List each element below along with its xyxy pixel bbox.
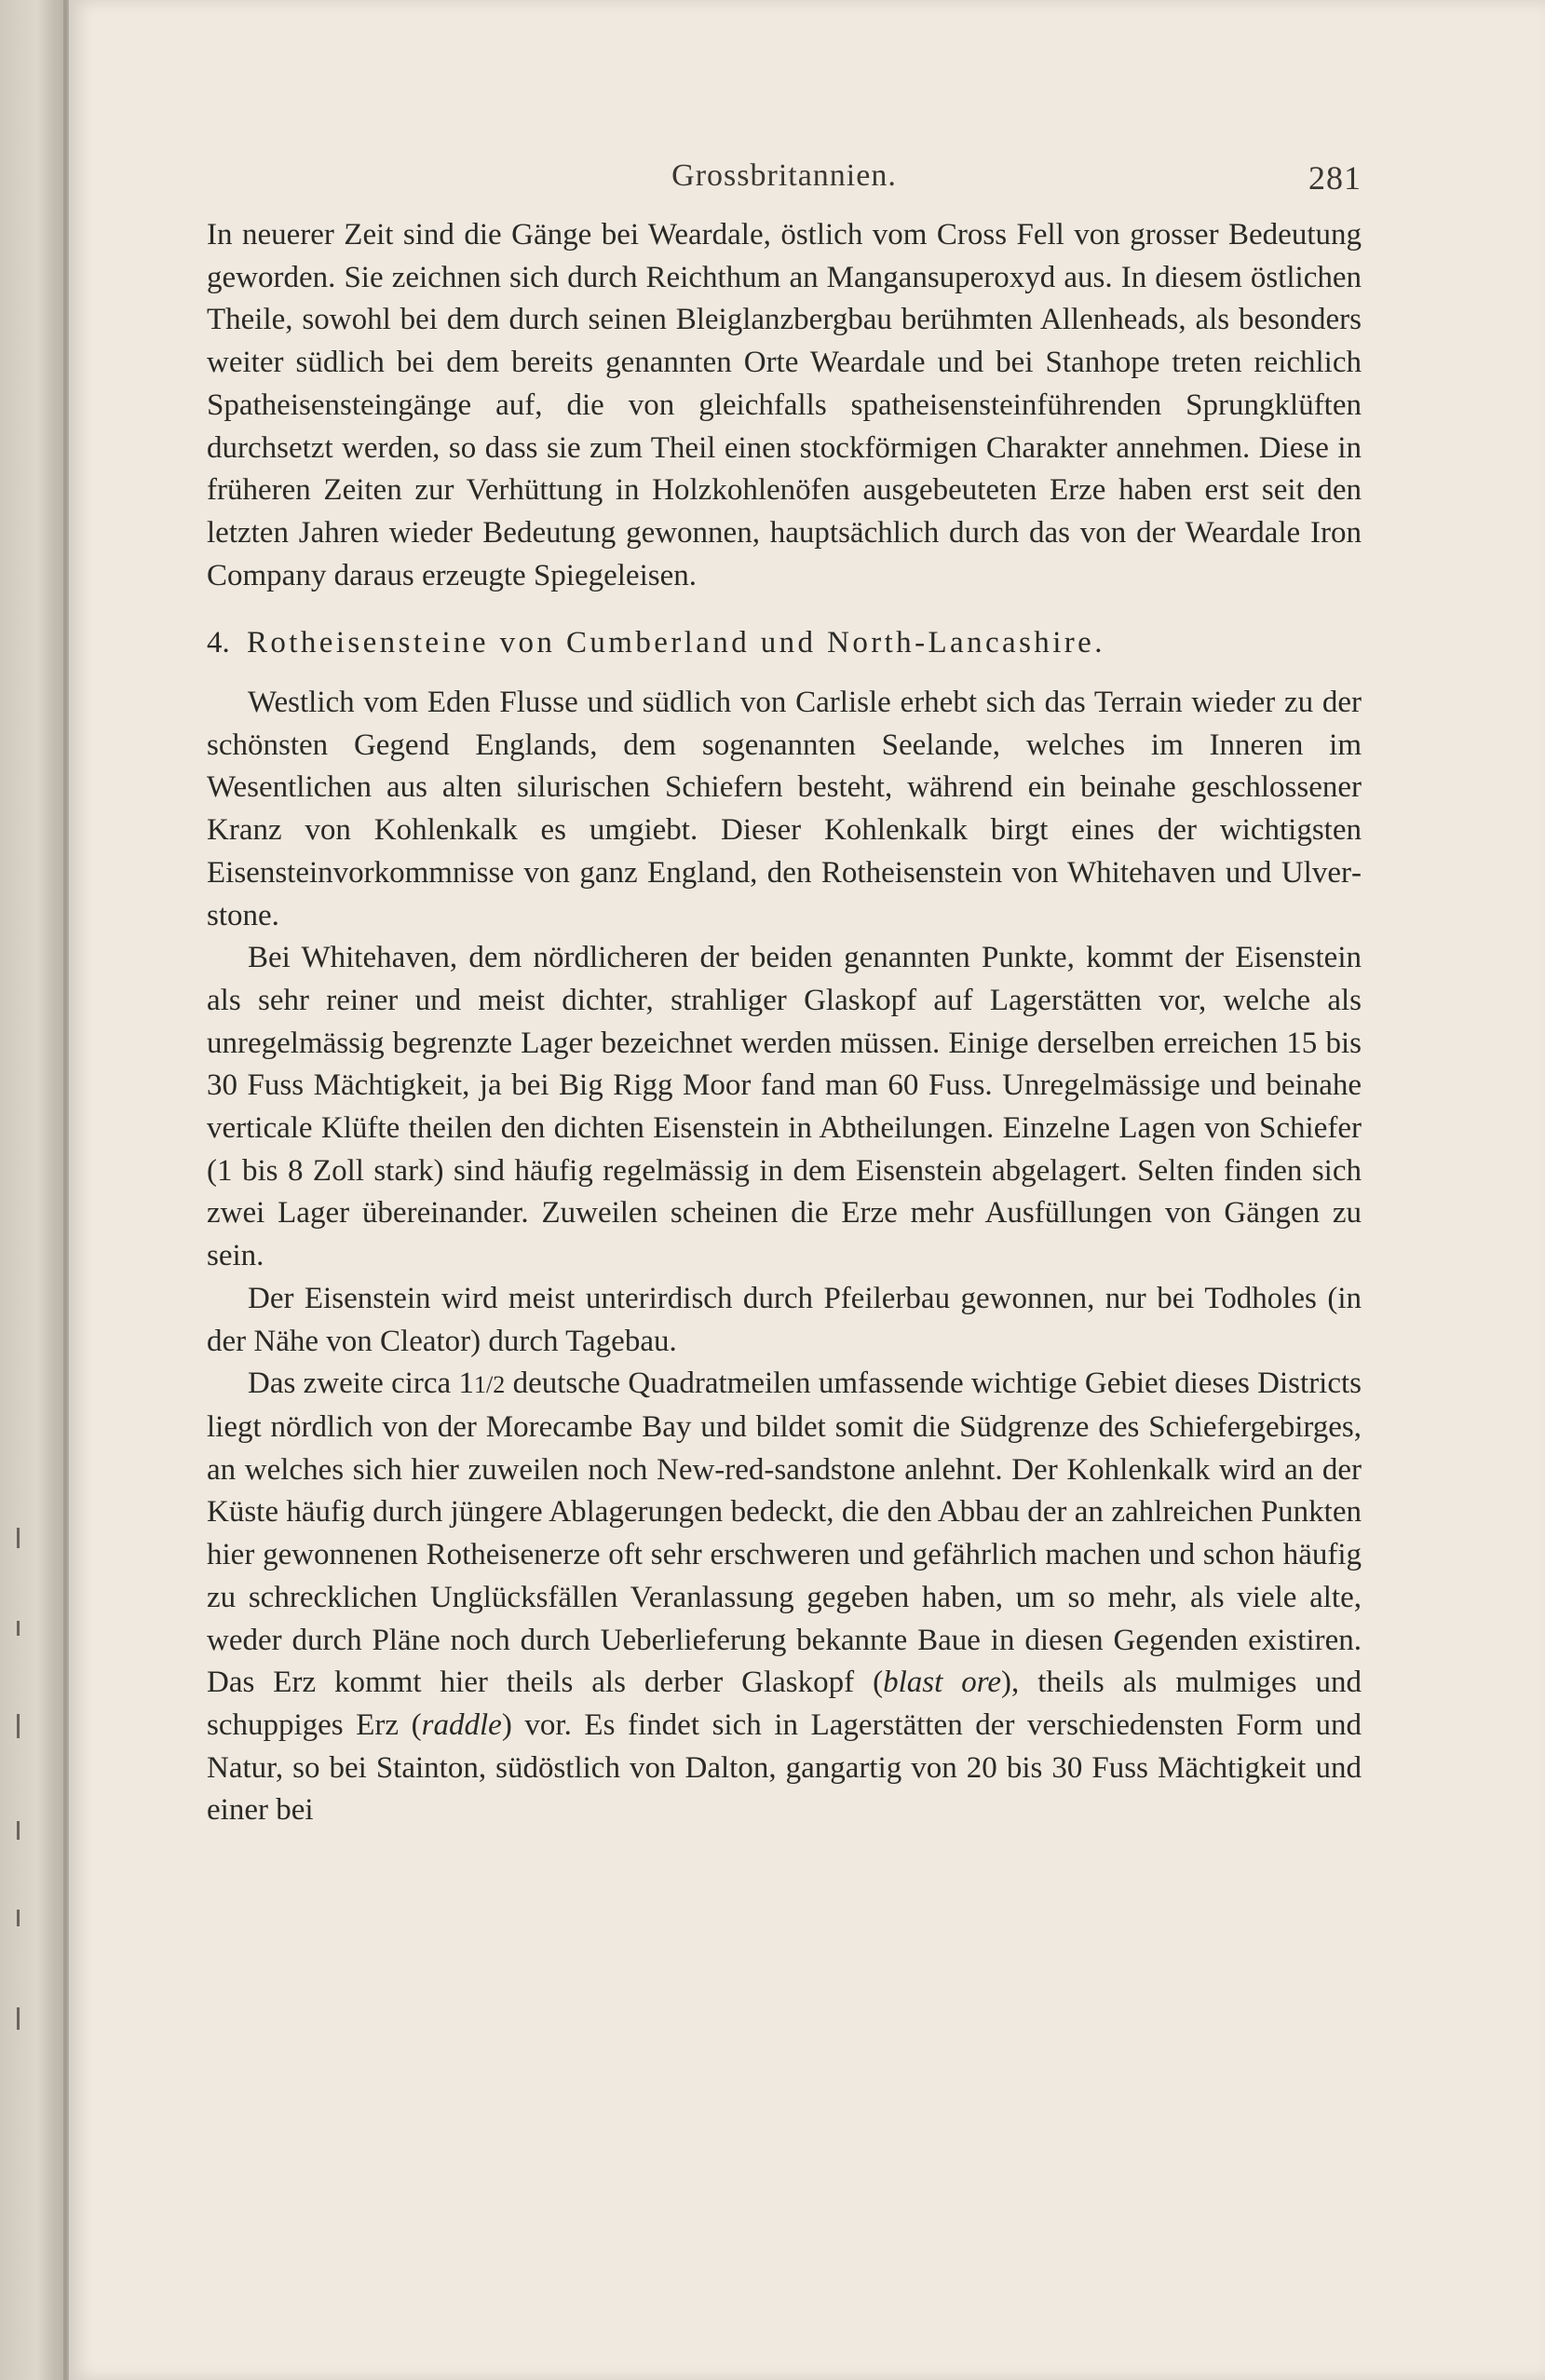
paragraph: In neuerer Zeit sind die Gänge bei Weardale, östlich vom Cross Fell von grosser Bedeutung geworden. Sie zeichnen sich durch Reichthum an Mangansuperoxyd aus. In diesem östlichen Theile, sowohl bei dem durch seinen Bleiglanzbergbau berühmten Allenheads, als besonders weiter südlich bei dem bereits genannten Orte Weardale und bei Stanhope treten reichlich Spatheisensteingänge auf, die von gleichfalls spatheisensteinführenden Sprungklüften durchsetzt werden, so dass sie zum Theil einen stockförmigen Charakter annehmen. Diese in früheren Zeiten zur Verhüttung in Holzkohlenöfen ausgebeuteten Erze haben erst seit den letzten Jahren wieder Bedeutung gewonnen, hauptsächlich durch das von der Weardale Iron Company daraus erzeugte Spiegeleisen. [207, 218, 1362, 592]
fraction: 1/2 [474, 1371, 506, 1399]
edge-mark [17, 1621, 20, 1636]
paragraph: Bei Whitehaven, dem nördlicheren der beiden genannten Punkte, kommt der Eisenstein als sehr reiner und meist dichter, strahliger Glaskopf auf Lagerstätten vor, welche als unregelmässig begrenzte Lager bezeichnet werden müssen. Einige derselben erreichen 15 bis 30 Fuss Mächtigkeit, ja bei Big Rigg Moor fand man 60 Fuss. Unregelmässige und beinahe verticale Klüfte theilen den dichten Eisenstein in Abtheilungen. Einzelne Lagen von Schiefer (1 bis 8 Zoll stark) sind häufig regelmässig in dem Eisenstein abgelagert. Selten finden sich zwei Lager übereinander. Zuweilen scheinen die Erze mehr Ausfüllungen von Gängen zu sein. [207, 941, 1362, 1273]
section-title: Rotheisensteine von Cumberland und North-Lancashire. [247, 626, 1105, 660]
page-number: 281 [1308, 159, 1362, 197]
edge-mark [17, 2007, 20, 2030]
text-run: Das zweite circa 1 [248, 1367, 475, 1401]
edge-mark [17, 1714, 20, 1738]
running-head [207, 158, 1362, 214]
paragraph: Westlich vom Eden Flusse und südlich von Carlisle erhebt sich das Terrain wieder zu der schönsten Gegend Englands, dem sogenannten Seelande, welches im Inneren im Wesentlichen aus alten silurischen Schiefern besteht, während ein beinahe geschlossener Kranz von Kohlenkalk es umgiebt. Dieser Kohlenkalk birgt eines der wichtigsten Eisensteinvorkommnisse von ganz England, den Rotheisenstein von Whitehaven und Ulverstone. [207, 686, 1362, 932]
book-page [69, 0, 1545, 2380]
paragraph-last [207, 1363, 1362, 1832]
italic-term: raddle [421, 1707, 502, 1742]
edge-mark [17, 1528, 20, 1548]
section-number: 4. [207, 626, 230, 660]
text-run: ) vor. Es findet sich in Lagerstätten der verschiedensten Form und Natur, so bei Stainton, südöstlich von Dalton, gangartig von 20 bis 30 Fuss Mächtigkeit und einer bei [207, 1707, 1362, 1828]
edge-mark [17, 1821, 20, 1840]
page-content [207, 158, 1362, 1832]
text-run: ), theils als mulmiges und schuppiges Erz ( [207, 1666, 1362, 1742]
body-text [207, 214, 1362, 1832]
text-run: deutsche Quadratmeilen umfassende wichtige Gebiet dieses Districts liegt nördlich von der Morecambe Bay und bildet somit die Südgrenze des Schiefergebirges, an welches sich hier zuweilen noch New-red-sandstone anlehnt. Der Kohlenkalk wird an der Küste häufig durch jüngere Ablagerungen bedeckt, die den Abbau der an zahlreichen Punkten hier gewonnenen Rotheisenerze oft sehr erschweren und gefährlich machen und schon häufig zu schrecklichen Unglücksfällen Veranlassung gegeben haben, um so mehr, als viele alte, weder durch Pläne noch durch Ueberlieferung bekannte Baue in diesen Gegenden existiren. Das Erz kommt hier theils als derber Glaskopf ( [207, 1367, 1362, 1700]
edge-mark [17, 1910, 20, 1926]
section-heading [207, 622, 1362, 665]
left-page-edge [0, 0, 67, 2380]
running-head-title: Grossbritannien. [671, 158, 897, 193]
italic-term: blast ore [883, 1666, 1002, 1700]
paragraph: Der Eisenstein wird meist unterirdisch durch Pfeilerbau gewonnen, nur bei Todholes (in der Nähe von Cleator) durch Tagebau. [207, 1281, 1362, 1358]
